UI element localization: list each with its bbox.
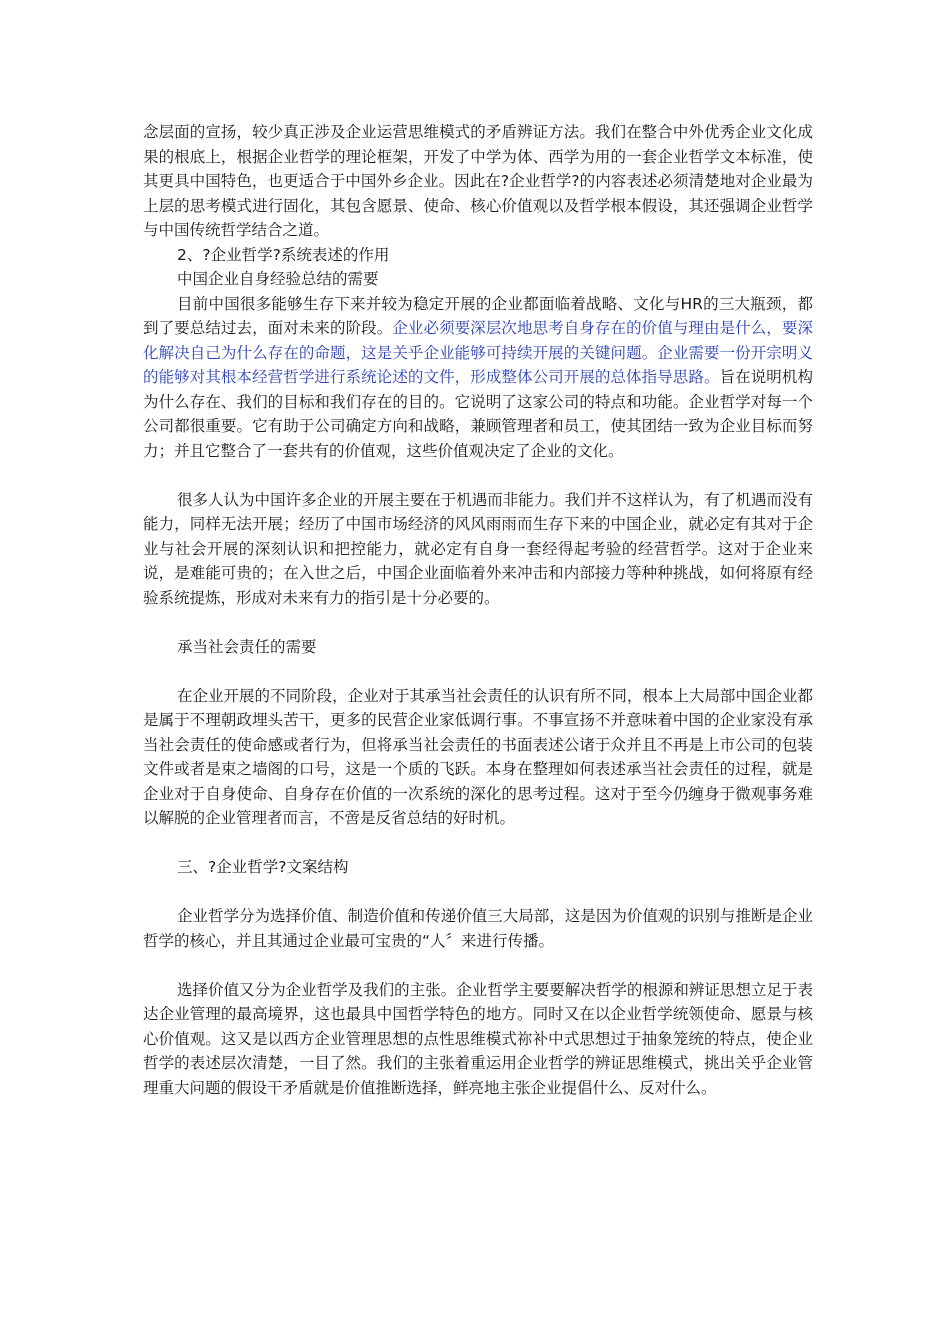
paragraph-social-responsibility: 在企业开展的不同阶段，企业对于其承当社会责任的认识有所不同，根本上大局部中国企业都是属于不理朝政埋头苦干，更多的民营企业家低调行事。不事宣扬不并意味着中国的企业家没有承当社会责任的使命感或者行为，但将承当社会责任的书面表述公诸于众并且不再是上市公司的包装文件或者是束之墙阁的口号，这是一个质的飞跃。本身在整理如何表述承当社会责任的过程，就是企业对于自身使命、自身存在价值的一次系统的深化的思考过程。这对于至今仍缠身于微观事务难以解脱的企业管理者而言，不啻是反省总结的好时机。	[143, 686, 813, 827]
heading-section-3: 三、?企业哲学?文案结构	[177, 858, 349, 876]
paragraph-choose-value: 选择价值又分为企业哲学及我们的主张。企业哲学主要要解决哲学的根源和辨证思想立足于表达企业管理的最高境界，这也最具中国哲学特色的地方。同时又在以企业哲学统领使命、愿景与核心价值观。这又是以西方企业管理思想的点性思维模式祢补中式思想过于抽象笼统的特点，使企业哲学的表述层次清楚，一目了然。我们的主张着重运用企业哲学的辨证思维模式，挑出关乎企业管理重大问题的假设干矛盾就是价值推断选择，鲜亮地主张企业提倡什么、反对什么。	[143, 980, 813, 1097]
highlighted-text: 企业必须要深层次地思考自身存在的价值与理由是什么，要深化解决自己为什么存在的命题，这是关乎企业能够可持续开展的关键问题。企业需要一份开宗明义的能够对其根本经营哲学进行系统论述的文件，形成整体公司开展的总体指导思路。	[143, 319, 813, 386]
paragraph-opportunity: 很多人认为中国许多企业的开展主要在于机遇而非能力。我们并不这样认为，有了机遇而没有能力，同样无法开展；经历了中国市场经济的风风雨雨而生存下来的中国企业，就必定有其对于企业与社会开展的深刻认识和把控能力，就必定有自身一套经得起考验的经营哲学。这对于企业来说，是难能可贵的；在入世之后，中国企业面临着外来冲击和内部接力等种种挑战，如何将原有经验系统提炼，形成对未来有力的指引是十分必要的。	[143, 490, 813, 607]
paragraph-experience	[143, 292, 813, 464]
subheading-experience: 中国企业自身经验总结的需要	[177, 270, 379, 288]
paragraph-experience-part1: 目前中国很多能够生存下来并较为稳定开展的企业都面临着战略、文化与HR的三大瓶颈，都到了要总结过去，面对未来的阶段。	[143, 294, 813, 337]
heading-section-2: 2、?企业哲学?系统表述的作用	[177, 245, 390, 264]
paragraph-experience-part3: 旨在说明机构为什么存在、我们的目标和我们存在的目的。它说明了这家公司的特点和功能。企业哲学对每一个公司都很重要。它有助于公司确定方向和战略，兼顾管理者和员工，使其团结一致为企业目标而努力；并且它整合了一套共有的价值观，这些价值观决定了企业的文化。	[143, 368, 813, 460]
paragraph-structure: 企业哲学分为选择价值、制造价值和传递价值三大局部，这是因为价值观的识别与推断是企业哲学的核心，并且其通过企业最可宝贵的“人〞来进行传播。	[143, 907, 813, 950]
document-body	[143, 120, 813, 1100]
subheading-social-responsibility: 承当社会责任的需要	[177, 637, 317, 656]
paragraph-intro: 念层面的宣扬，较少真正涉及企业运营思维模式的矛盾辨证方法。我们在整合中外优秀企业文化成果的根底上，根据企业哲学的理论框架，开发了中学为体、西学为用的一套企业哲学文本标准，使其更具中国特色，也更适合于中国外乡企业。因此在?企业哲学?的内容表述必须清楚地对企业最为上层的思考模式进行固化，其包含愿景、使命、核心价值观以及哲学根本假设，其还强调企业哲学与中国传统哲学结合之道。	[143, 123, 813, 239]
